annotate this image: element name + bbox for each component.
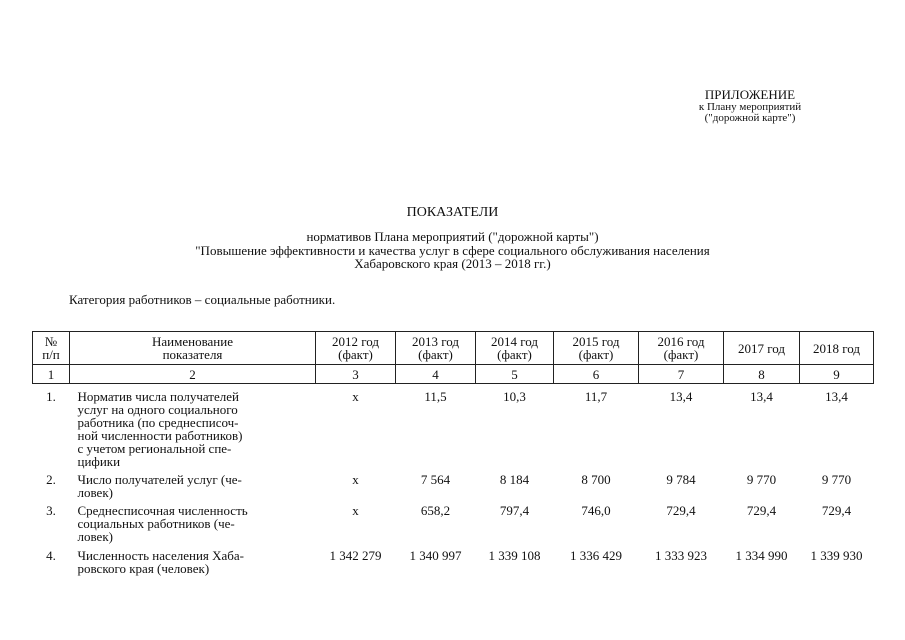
- header-year-2018: 2018 год: [800, 332, 874, 365]
- row-value: 797,4: [499, 503, 530, 518]
- row-value: 11,5: [424, 389, 447, 404]
- row-value: 729,4: [666, 503, 696, 518]
- row-index: 2.: [46, 472, 56, 487]
- column-number: 3: [316, 365, 396, 384]
- row-value: 658,2: [420, 503, 451, 518]
- row-value: 9 770: [821, 472, 852, 487]
- heading-line-1: нормативов Плана мероприятий ("дорожной карты"): [306, 229, 599, 245]
- column-number: 8: [724, 365, 800, 384]
- row-index: 3.: [46, 503, 56, 518]
- row-value: 1 334 990: [735, 548, 788, 563]
- row-value: 746,0: [581, 503, 611, 518]
- row-value: 729,4: [746, 503, 777, 518]
- row-value: 1 340 997: [409, 548, 462, 563]
- column-number: 7: [639, 365, 724, 384]
- row-name: Число получателей услуг (че- ловек): [77, 472, 242, 500]
- header-index: № п/п: [33, 332, 70, 365]
- row-name: Норматив числа получателей услуг на одного социального работника (по среднесписоч- ной численности работников) с учетом региональной спе- цифики: [77, 389, 243, 469]
- column-number: 1: [33, 365, 70, 384]
- row-value: 1 339 930: [810, 548, 863, 563]
- row-value: 1 342 279: [329, 548, 382, 563]
- header-year-2017: 2017 год: [724, 332, 800, 365]
- heading-line-2: "Повышение эффективности и качества услуг в сфере социального обслуживания населения: [195, 242, 710, 258]
- appendix-title: ПРИЛОЖЕНИЕ: [704, 87, 796, 102]
- row-value: 13,4: [750, 389, 773, 404]
- row-value: 8 700: [581, 472, 611, 487]
- column-number: 4: [396, 365, 476, 384]
- worker-category: Категория работников – социальные работники.: [69, 292, 336, 307]
- row-value: 11,7: [584, 389, 608, 404]
- header-year-2014: 2014 год (факт): [476, 332, 554, 365]
- row-value: 1 339 108: [488, 548, 541, 563]
- appendix-line-1: к Плану мероприятий: [698, 100, 802, 113]
- row-name: Среднесписочная численность социальных работников (че- ловек): [77, 503, 248, 544]
- row-index: 4.: [46, 548, 56, 563]
- column-number: 6: [554, 365, 639, 384]
- column-number: 2: [70, 365, 316, 384]
- table-header-row: [33, 332, 874, 365]
- table-row: [33, 468, 874, 499]
- column-number: 5: [476, 365, 554, 384]
- row-value: 729,4: [821, 503, 852, 518]
- row-value: 13,4: [669, 389, 693, 404]
- appendix-line-2: ("дорожной карте"): [704, 112, 796, 125]
- table-row: [33, 544, 874, 579]
- header-year-2013: 2013 год (факт): [396, 332, 476, 365]
- header-year-2016: 2016 год (факт): [639, 332, 724, 365]
- heading-title: ПОКАЗАТЕЛИ: [406, 205, 499, 220]
- table-row: [33, 499, 874, 544]
- row-value: x: [352, 472, 359, 487]
- heading-line-3: Хабаровского края (2013 – 2018 гг.): [354, 255, 551, 271]
- row-index: 1.: [46, 389, 56, 404]
- row-value: x: [352, 389, 359, 404]
- document-heading: [100, 206, 805, 270]
- column-number: 9: [800, 365, 874, 384]
- row-value: 1 333 923: [655, 548, 707, 563]
- row-value: 13,4: [825, 389, 848, 404]
- table-row: [33, 384, 874, 469]
- row-value: 8 184: [499, 472, 530, 487]
- appendix-block: [640, 88, 860, 125]
- row-value: 9 784: [666, 472, 696, 487]
- row-name: Численность населения Хаба- ровского края (человек): [77, 548, 244, 576]
- indicators-table: [32, 331, 874, 579]
- row-value: 1 336 429: [570, 548, 622, 563]
- row-value: x: [352, 503, 359, 518]
- header-year-2015: 2015 год (факт): [554, 332, 639, 365]
- header-year-2012: 2012 год (факт): [316, 332, 396, 365]
- row-value: 7 564: [420, 472, 451, 487]
- row-value: 9 770: [746, 472, 777, 487]
- header-name: Наименование показателя: [70, 332, 316, 365]
- row-value: 10,3: [503, 389, 526, 404]
- column-number-row: [33, 365, 874, 384]
